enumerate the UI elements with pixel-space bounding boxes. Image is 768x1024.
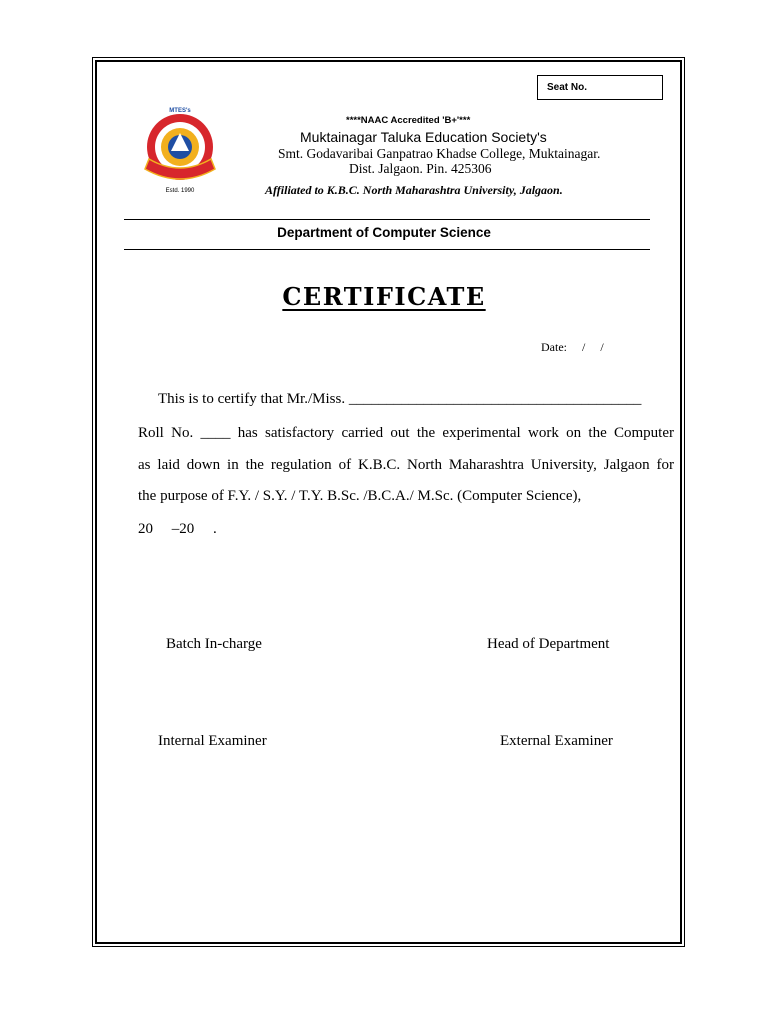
roll-number-line: Roll No. ____ has satisfactory carried out the experimental work on the Computer bbox=[138, 425, 674, 441]
certificate-title bbox=[0, 282, 768, 311]
external-examiner-signature: External Examiner bbox=[500, 733, 613, 749]
certificate-title-text: CERTIFICATE bbox=[282, 282, 486, 311]
regulation-line: as laid down in the regulation of K.B.C. North Maharashtra University, Jalgaon for bbox=[138, 457, 674, 473]
society-name: Muktainagar Taluka Education Society's bbox=[300, 129, 547, 145]
logo-est-text: Estd. 1990 bbox=[165, 188, 195, 194]
college-logo bbox=[135, 103, 225, 195]
certify-line: This is to certify that Mr./Miss. _______________________________________ bbox=[158, 391, 642, 407]
affiliation: Affiliated to K.B.C. North Maharashtra University, Jalgaon. bbox=[265, 183, 563, 197]
course-line: the purpose of F.Y. / S.Y. / T.Y. B.Sc. /B.C.A./ M.Sc. (Computer Science), bbox=[138, 488, 582, 504]
college-address: Dist. Jalgaon. Pin. 425306 bbox=[349, 161, 492, 176]
bottom-rule bbox=[124, 249, 650, 250]
seat-number-label: Seat No. bbox=[547, 82, 588, 93]
seat-number-box bbox=[537, 75, 663, 100]
department-name: Department of Computer Science bbox=[277, 225, 491, 240]
batch-incharge-signature: Batch In-charge bbox=[166, 636, 262, 652]
date-field: Date: / / bbox=[541, 340, 604, 354]
academic-year-line: 20 –20 . bbox=[138, 521, 217, 537]
head-of-department-signature: Head of Department bbox=[487, 636, 610, 652]
logo-top-text: MTES's bbox=[169, 108, 191, 114]
college-name: Smt. Godavaribai Ganpatrao Khadse College, Muktainagar. bbox=[278, 146, 601, 161]
top-rule bbox=[124, 219, 650, 220]
naac-accreditation: ****NAAC Accredited 'B+'*** bbox=[346, 115, 471, 126]
internal-examiner-signature: Internal Examiner bbox=[158, 733, 267, 749]
